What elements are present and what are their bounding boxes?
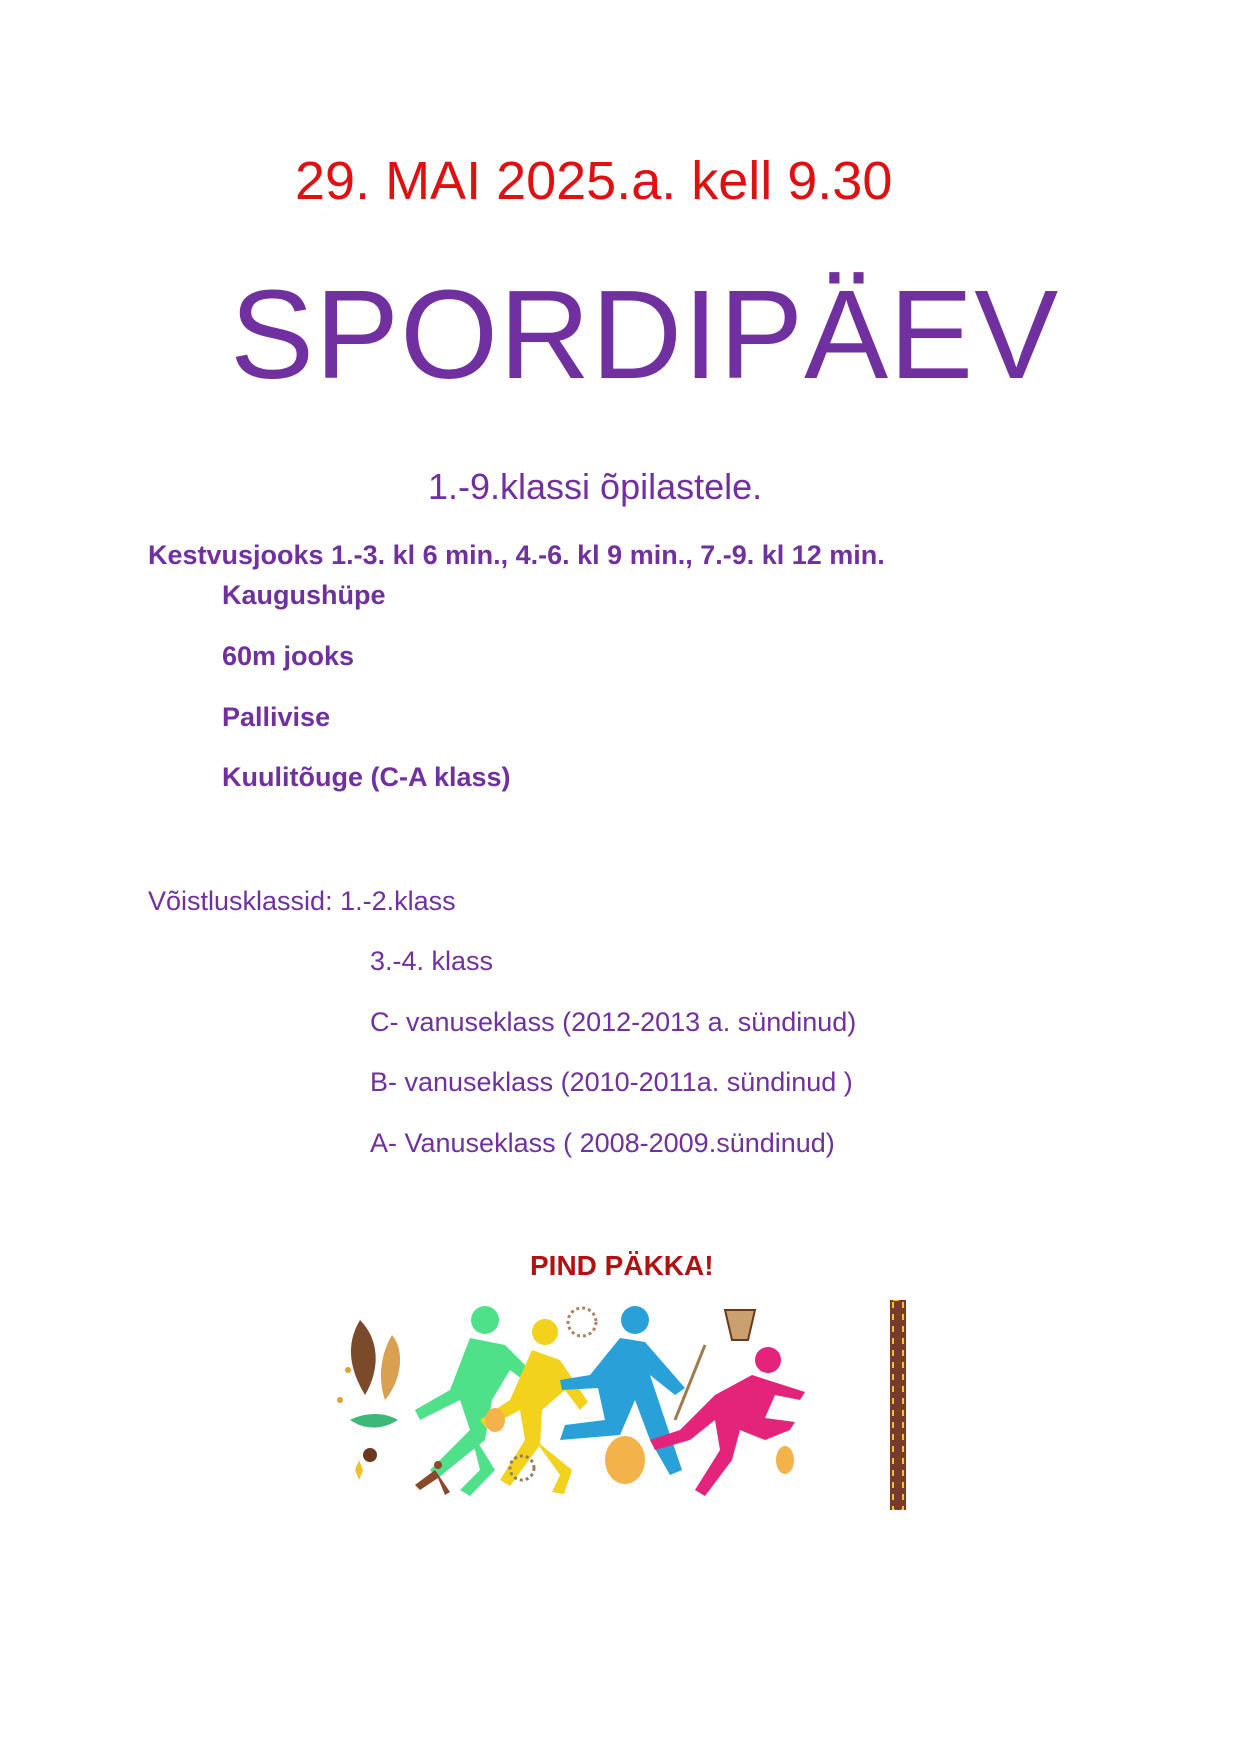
event-item-ball-throw: Pallivise xyxy=(222,702,331,732)
page-title: SPORDIPÄEV xyxy=(230,264,1060,405)
slogan: PIND PÄKKA! xyxy=(530,1250,714,1281)
runners-illustration xyxy=(320,1300,920,1510)
class-item: B- vanuseklass (2010-2011a. sündinud ) xyxy=(370,1067,853,1097)
event-date: 29. MAI 2025.a. kell 9.30 xyxy=(295,151,893,211)
pattern-border-icon xyxy=(890,1300,906,1510)
event-item-60m-run: 60m jooks xyxy=(222,641,355,671)
leaf-decoration-icon xyxy=(337,1320,400,1480)
subtitle: 1.-9.klassi õpilastele. xyxy=(428,466,763,507)
event-item-endurance-run: Kestvusjooks 1.-3. kl 6 min., 4.-6. kl 9 min., 7.-9. kl 12 min. xyxy=(148,540,885,570)
event-item-long-jump: Kaugushüpe xyxy=(222,580,386,610)
event-item-shot-put: Kuulitõuge (C-A klass) xyxy=(222,762,511,792)
drum-icon xyxy=(725,1310,755,1340)
runner-pink-icon xyxy=(650,1347,805,1496)
class-item: C- vanuseklass (2012-2013 a. sündinud) xyxy=(370,1007,857,1037)
competition-classes-label: Võistlusklassid: 1.-2.klass xyxy=(148,886,456,916)
class-item: 3.-4. klass xyxy=(370,946,494,976)
class-item: A- Vanuseklass ( 2008-2009.sündinud) xyxy=(370,1128,835,1158)
